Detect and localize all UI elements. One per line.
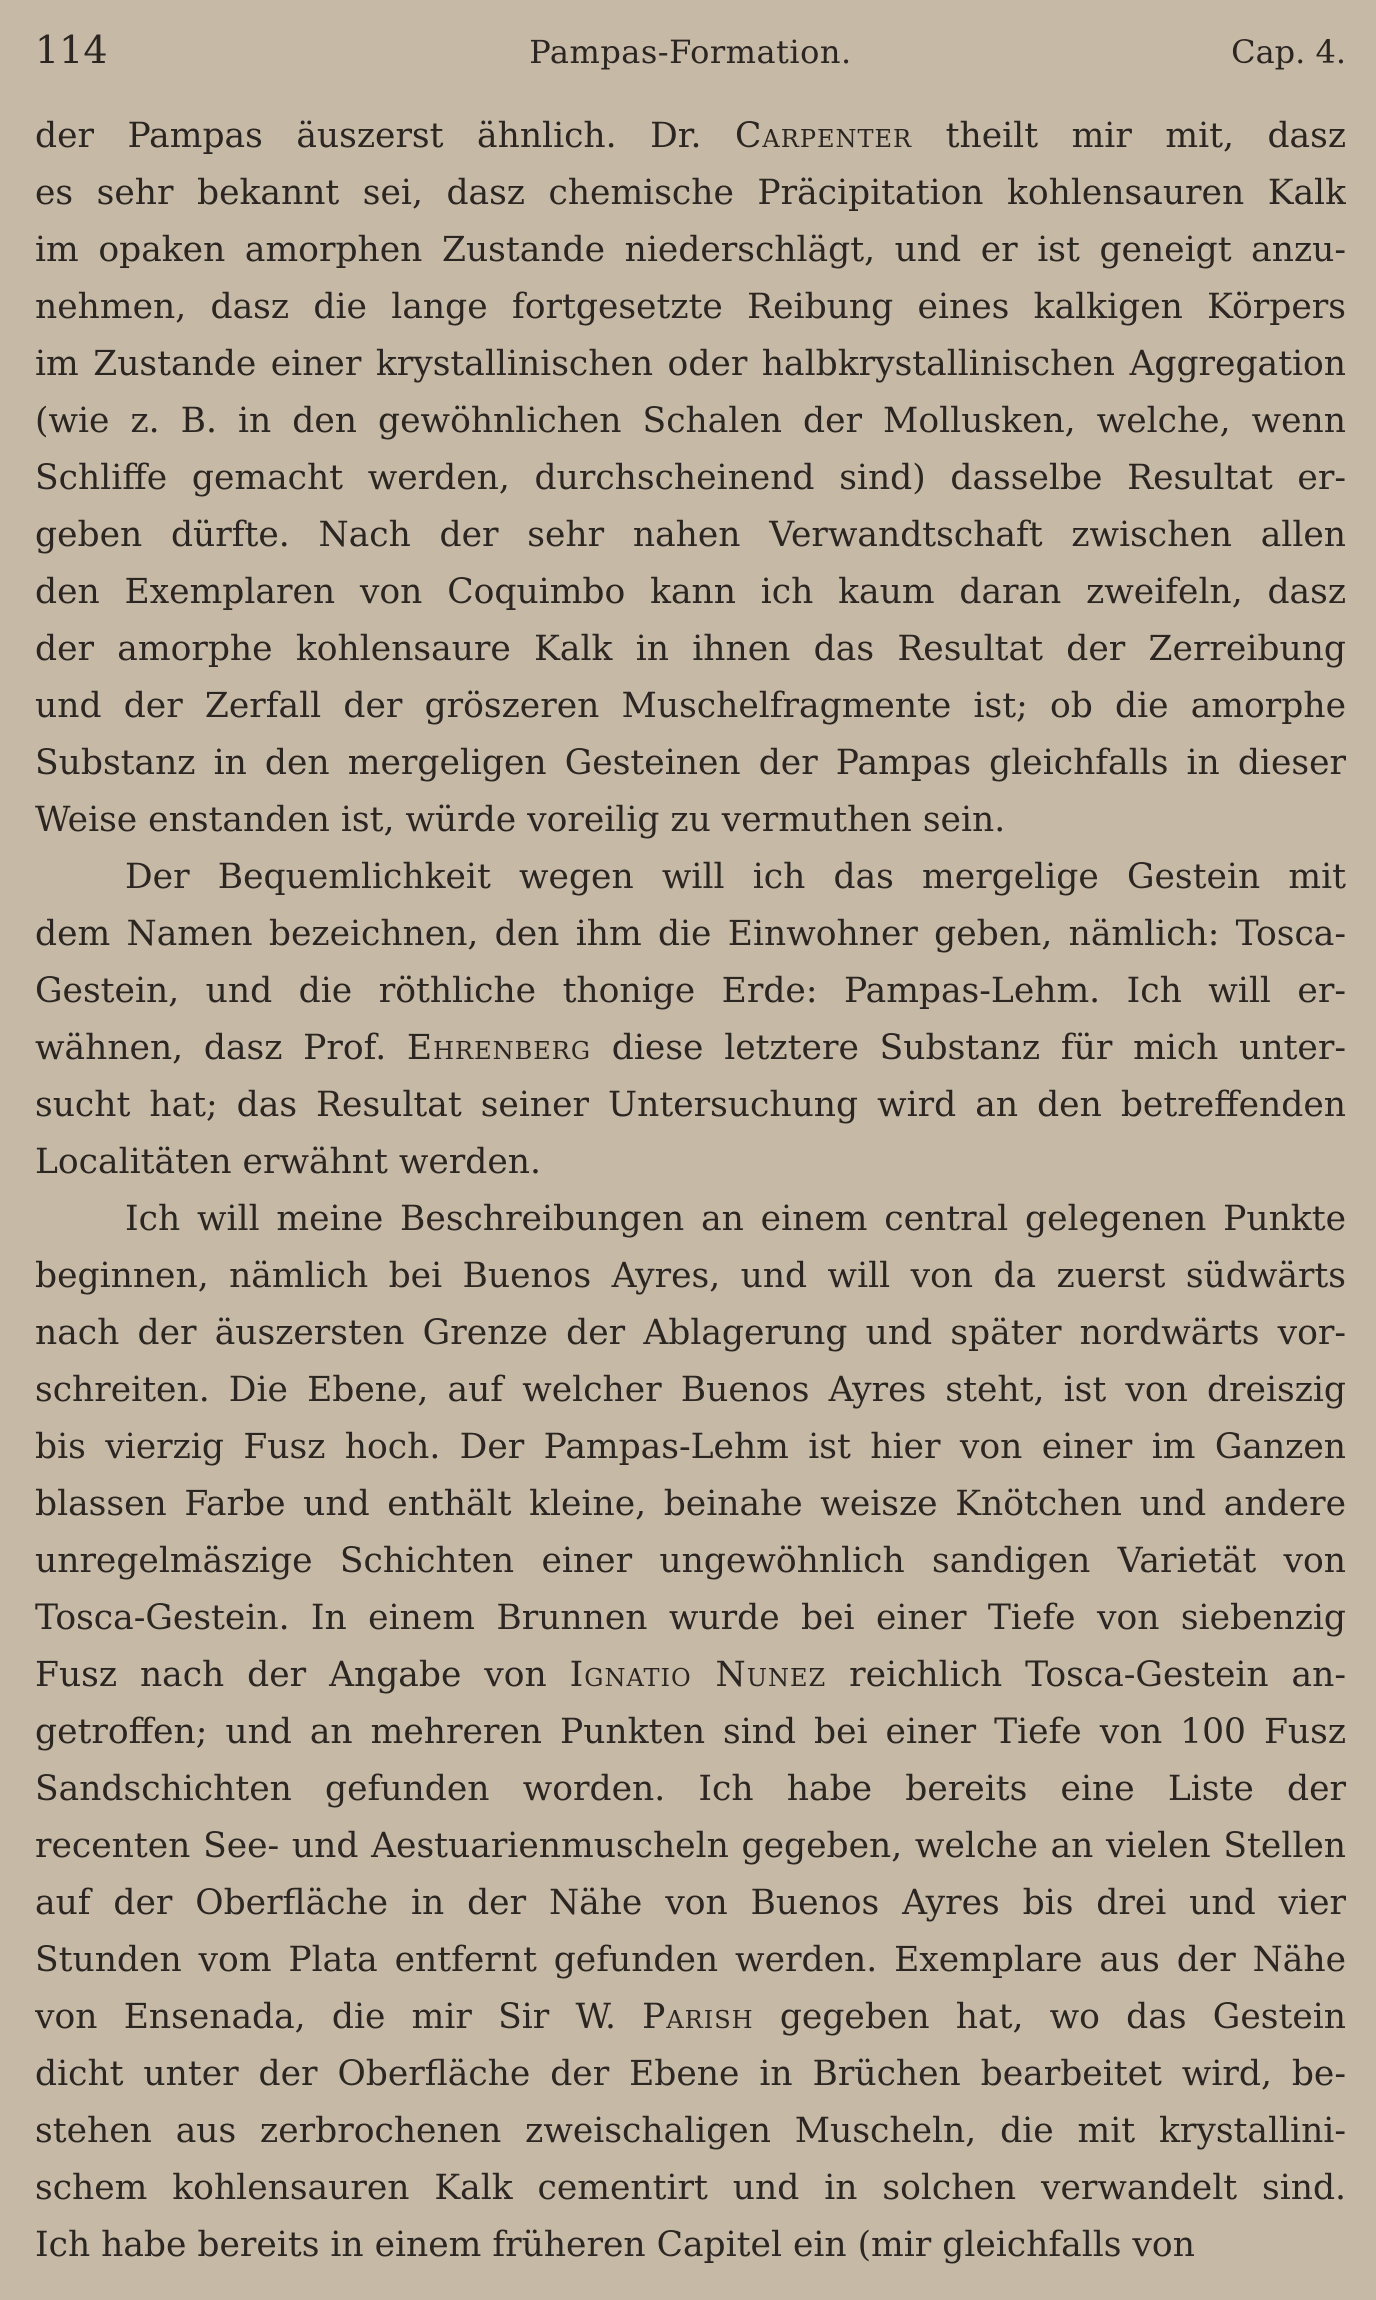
text-segment: Schliffe gemacht werden, durchscheinend sind) dasselbe Resultat er- xyxy=(35,458,1346,498)
text-segment: recenten See- und Aestuarienmuscheln gegeben, welche an vielen Stellen xyxy=(35,1826,1346,1866)
text-segment: Ich will meine Beschreibungen an einem central gelegenen Punkte xyxy=(125,1199,1346,1239)
text-segment: wähnen, dasz Prof. xyxy=(35,1028,407,1068)
text-line xyxy=(35,507,1346,564)
text-segment: Fusz nach der Angabe von xyxy=(35,1655,570,1695)
text-line xyxy=(35,1875,1346,1932)
text-segment: im opaken amorphen Zustande niederschlägt, und er ist geneigt anzu- xyxy=(35,230,1346,270)
text-segment: Gestein, und die röthliche thonige Erde: Pampas-Lehm. Ich will er- xyxy=(35,971,1346,1011)
text-segment: unregelmäszige Schichten einer ungewöhnlich sandigen Varietät von xyxy=(35,1541,1346,1581)
text-line xyxy=(35,1989,1346,2046)
text-line xyxy=(35,393,1346,450)
text-line xyxy=(35,1362,1346,1419)
text-line xyxy=(35,1248,1346,1305)
text-segment: Tosca-Gestein. In einem Brunnen wurde bei einer Tiefe von siebenzig xyxy=(35,1598,1346,1638)
text-segment: (wie z. B. in den gewöhnlichen Schalen der Mollusken, welche, wenn xyxy=(35,401,1346,441)
text-line xyxy=(35,564,1346,621)
text-segment: bis vierzig Fusz hoch. Der Pampas-Lehm ist hier von einer im Ganzen xyxy=(35,1427,1346,1467)
text-line xyxy=(35,678,1346,735)
text-line xyxy=(35,735,1346,792)
text-segment: diese letztere Substanz für mich unter- xyxy=(591,1028,1346,1068)
text-line xyxy=(35,336,1346,393)
text-line xyxy=(35,1134,1346,1191)
text-line xyxy=(35,963,1346,1020)
text-segment: auf der Oberfläche in der Nähe von Buenos Ayres bis drei und vier xyxy=(35,1883,1346,1923)
text-segment: sucht hat; das Resultat seiner Untersuchung wird an den betreffenden xyxy=(35,1085,1346,1125)
author-name: Carpenter xyxy=(735,116,913,156)
text-segment: Sandschichten gefunden worden. Ich habe bereits eine Liste der xyxy=(35,1769,1346,1809)
text-segment: getroffen; und an mehreren Punkten sind bei einer Tiefe von 100 Fusz xyxy=(35,1712,1346,1752)
author-name: Ignatio Nunez xyxy=(569,1655,827,1695)
text-line xyxy=(35,1305,1346,1362)
paragraph xyxy=(35,108,1346,849)
text-line xyxy=(35,1818,1346,1875)
text-line xyxy=(35,1020,1346,1077)
text-segment: dem Namen bezeichnen, den ihm die Einwohner geben, nämlich: Tosca- xyxy=(35,914,1346,954)
text-line xyxy=(35,1077,1346,1134)
text-line xyxy=(35,279,1346,336)
text-segment: Ich habe bereits in einem früheren Capitel ein (mir gleichfalls von xyxy=(35,2225,1195,2265)
text-line xyxy=(35,2160,1346,2217)
text-segment: beginnen, nämlich bei Buenos Ayres, und will von da zuerst südwärts xyxy=(35,1256,1346,1296)
text-segment: es sehr bekannt sei, dasz chemische Präcipitation kohlensauren Kalk xyxy=(35,173,1346,213)
chapter-label: Cap. 4. xyxy=(1231,33,1346,71)
page-header xyxy=(35,14,1346,86)
text-segment: schem kohlensauren Kalk cementirt und in solchen verwandelt sind. xyxy=(35,2168,1346,2208)
text-line xyxy=(35,1533,1346,1590)
text-segment: Substanz in den mergeligen Gesteinen der Pampas gleichfalls in dieser xyxy=(35,743,1346,783)
text-segment: Der Bequemlichkeit wegen will ich das mergelige Gestein mit xyxy=(125,857,1346,897)
text-line xyxy=(35,1704,1346,1761)
text-segment: nach der äuszersten Grenze der Ablagerung und später nordwärts vor- xyxy=(35,1313,1346,1353)
text-line xyxy=(35,1476,1346,1533)
text-segment: stehen aus zerbrochenen zweischaligen Muscheln, die mit krystallini- xyxy=(35,2111,1346,2151)
text-line xyxy=(35,1647,1346,1704)
text-segment: gegeben hat, wo das Gestein xyxy=(753,1997,1346,2037)
text-line xyxy=(35,1761,1346,1818)
text-segment: blassen Farbe und enthält kleine, beinahe weisze Knötchen und andere xyxy=(35,1484,1346,1524)
author-name: Ehrenberg xyxy=(406,1028,592,1068)
text-segment: theilt mir mit, dasz xyxy=(912,116,1346,156)
text-line xyxy=(35,1419,1346,1476)
paragraph xyxy=(35,1191,1346,2274)
text-line xyxy=(35,1590,1346,1647)
author-name: Parish xyxy=(642,1997,754,2037)
text-segment: nehmen, dasz die lange fortgesetzte Reibung eines kalkigen Körpers xyxy=(35,287,1346,327)
text-segment: im Zustande einer krystallinischen oder halbkrystallinischen Aggregation xyxy=(35,344,1346,384)
text-segment: der amorphe kohlensaure Kalk in ihnen das Resultat der Zerreibung xyxy=(35,629,1346,669)
text-line xyxy=(35,906,1346,963)
text-segment: reichlich Tosca-Gestein an- xyxy=(826,1655,1346,1695)
text-line xyxy=(35,1191,1346,1248)
running-title: Pampas-Formation. xyxy=(529,33,852,71)
paragraph xyxy=(35,849,1346,1191)
text-line xyxy=(35,792,1346,849)
text-segment: Localitäten erwähnt werden. xyxy=(35,1142,541,1182)
text-line xyxy=(35,849,1346,906)
text-line xyxy=(35,2103,1346,2160)
text-segment: von Ensenada, die mir Sir W. xyxy=(35,1997,643,2037)
text-segment: den Exemplaren von Coquimbo kann ich kaum daran zweifeln, dasz xyxy=(35,572,1346,612)
text-line xyxy=(35,450,1346,507)
text-segment: Stunden vom Plata entfernt gefunden werden. Exemplare aus der Nähe xyxy=(35,1940,1346,1980)
text-line xyxy=(35,222,1346,279)
text-segment: Weise enstanden ist, würde voreilig zu vermuthen sein. xyxy=(35,800,1006,840)
text-segment: geben dürfte. Nach der sehr nahen Verwandtschaft zwischen allen xyxy=(35,515,1346,555)
page-number: 114 xyxy=(35,28,108,72)
text-line xyxy=(35,108,1346,165)
text-segment: der Pampas äuszerst ähnlich. Dr. xyxy=(35,116,736,156)
text-line xyxy=(35,1932,1346,1989)
text-line xyxy=(35,621,1346,678)
text-line xyxy=(35,165,1346,222)
text-segment: dicht unter der Oberfläche der Ebene in Brüchen bearbeitet wird, be- xyxy=(35,2054,1346,2094)
text-line xyxy=(35,2046,1346,2103)
text-segment: schreiten. Die Ebene, auf welcher Buenos Ayres steht, ist von dreiszig xyxy=(35,1370,1346,1410)
body-text xyxy=(35,108,1346,2274)
text-line xyxy=(35,2217,1346,2274)
text-segment: und der Zerfall der gröszeren Muschelfragmente ist; ob die amorphe xyxy=(35,686,1346,726)
